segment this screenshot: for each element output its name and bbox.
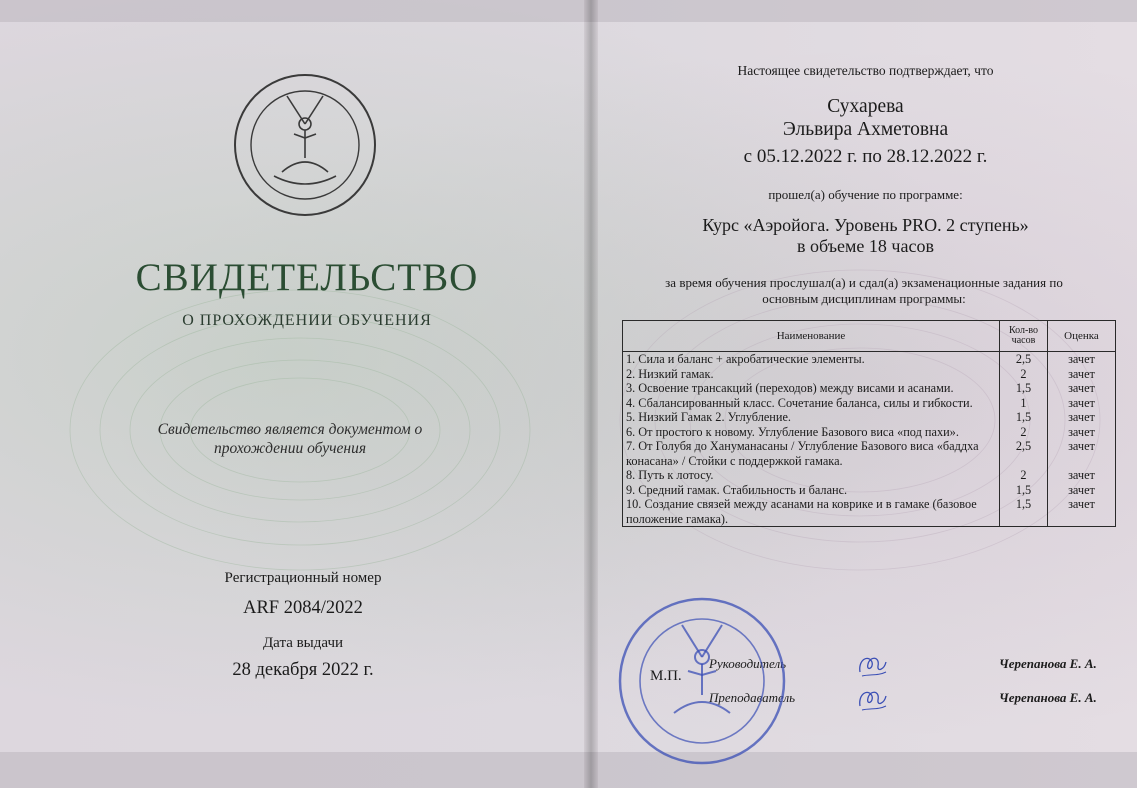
subject-grade: зачет bbox=[1048, 439, 1116, 468]
table-row bbox=[623, 483, 1116, 498]
table-row bbox=[623, 468, 1116, 483]
program-duration: в объеме 18 часов bbox=[797, 236, 934, 256]
subject-hours: 1 bbox=[1000, 396, 1048, 411]
table-row bbox=[623, 439, 1116, 468]
subject-name: 8. Путь к лотосу. bbox=[623, 468, 1000, 483]
subject-name: 3. Освоение трансакций (переходов) между висами и асанами. bbox=[623, 381, 1000, 396]
subject-hours: 1,5 bbox=[1000, 483, 1048, 498]
exam-text: за время обучения прослушал(а) и сдал(а) экзаменационные задания по основным дисциплинам программы: bbox=[665, 275, 1063, 306]
signature-name: Черепанова Е. А. bbox=[999, 690, 1097, 705]
subject-grade: зачет bbox=[1048, 396, 1116, 411]
handwritten-signature-icon bbox=[854, 684, 890, 714]
table-row bbox=[623, 352, 1116, 367]
certificate-note: Свидетельство является документом о прохождении обучения bbox=[157, 421, 423, 457]
program-name: Курс «Аэройога. Уровень PRO. 2 ступень» bbox=[702, 215, 1029, 235]
certificate-subtitle: О ПРОХОЖДЕНИИ ОБУЧЕНИЯ bbox=[182, 312, 432, 329]
column-header-grade: Оценка bbox=[1048, 321, 1116, 352]
signature-role: Преподаватель bbox=[709, 690, 796, 705]
yoga-hammock-figure-icon bbox=[274, 96, 336, 184]
certificate-title: СВИДЕТЕЛЬСТВО bbox=[135, 256, 479, 299]
subject-name: 4. Сбалансированный класс. Сочетание баланса, силы и гибкости. bbox=[623, 396, 1000, 411]
subject-name: 10. Создание связей между асанами на коврике и в гамаке (базовое положение гамака). bbox=[623, 497, 1000, 527]
table-row bbox=[623, 425, 1116, 440]
table-row bbox=[623, 381, 1116, 396]
subject-grade: зачет bbox=[1048, 425, 1116, 440]
table-row bbox=[623, 497, 1116, 527]
holder-last-name: Сухарева bbox=[827, 96, 904, 117]
issue-date: 28 декабря 2022 г. bbox=[232, 660, 374, 680]
subject-grade: зачет bbox=[1048, 497, 1116, 527]
subject-grade: зачет bbox=[1048, 468, 1116, 483]
subject-hours: 1,5 bbox=[1000, 381, 1048, 396]
stamp-figure-icon bbox=[674, 625, 730, 713]
subject-grade: зачет bbox=[1048, 381, 1116, 396]
handwritten-signature-icon bbox=[854, 650, 890, 680]
subject-hours: 1,5 bbox=[1000, 410, 1048, 425]
stamp-place-label: М.П. bbox=[650, 668, 682, 684]
school-stamp bbox=[616, 595, 788, 767]
program-intro: прошел(а) обучение по программе: bbox=[768, 187, 963, 202]
confirm-text: Настоящее свидетельство подтверждает, что bbox=[737, 63, 994, 78]
issue-date-label: Дата выдачи bbox=[262, 635, 344, 651]
training-period: с 05.12.2022 г. по 28.12.2022 г. bbox=[743, 146, 988, 167]
subject-name: 2. Низкий гамак. bbox=[623, 367, 1000, 382]
holder-first-name: Эльвира Ахметовна bbox=[782, 119, 949, 140]
subject-name: 9. Средний гамак. Стабильность и баланс. bbox=[623, 483, 1000, 498]
subject-hours: 2,5 bbox=[1000, 352, 1048, 367]
subject-hours: 2,5 bbox=[1000, 439, 1048, 468]
subject-name: 1. Сила и баланс + акробатические элементы. bbox=[623, 352, 1000, 367]
school-logo-seal bbox=[232, 72, 378, 218]
table-row bbox=[623, 396, 1116, 411]
subject-hours: 2 bbox=[1000, 468, 1048, 483]
signature-name: Черепанова Е. А. bbox=[999, 656, 1097, 671]
subject-grade: зачет bbox=[1048, 352, 1116, 367]
signature-role: Руководитель bbox=[709, 656, 787, 671]
registration-number: ARF 2084/2022 bbox=[243, 598, 363, 618]
subject-grade: зачет bbox=[1048, 367, 1116, 382]
subjects-table bbox=[622, 320, 1116, 527]
subject-name: 6. От простого к новому. Углубление Базового виса «под пахи». bbox=[623, 425, 1000, 440]
table-row bbox=[623, 367, 1116, 382]
subject-name: 7. От Голубя до Хануманасаны / Углубление Базового виса «баддха конасана» / Стойки с поддержкой гамака. bbox=[623, 439, 1000, 468]
subject-grade: зачет bbox=[1048, 483, 1116, 498]
subject-grade: зачет bbox=[1048, 410, 1116, 425]
table-header-row bbox=[623, 321, 1116, 352]
registration-label: Регистрационный номер bbox=[224, 570, 382, 586]
column-header-hours: Кол-во часов bbox=[1000, 321, 1048, 352]
table-row bbox=[623, 410, 1116, 425]
subject-hours: 2 bbox=[1000, 425, 1048, 440]
subject-name: 5. Низкий Гамак 2. Углубление. bbox=[623, 410, 1000, 425]
column-header-name: Наименование bbox=[623, 321, 1000, 352]
subject-hours: 1,5 bbox=[1000, 497, 1048, 527]
subject-hours: 2 bbox=[1000, 367, 1048, 382]
